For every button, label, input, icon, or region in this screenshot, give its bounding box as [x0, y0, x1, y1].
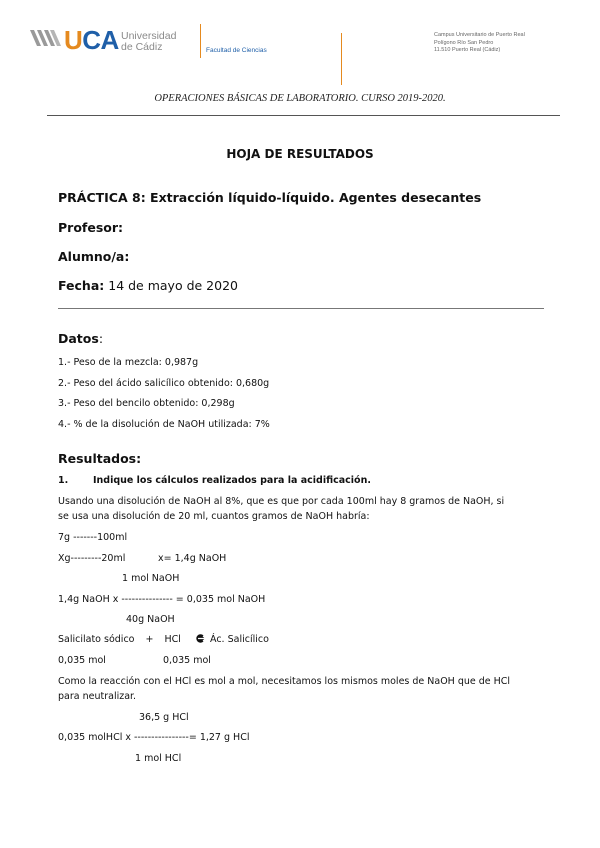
calc-line: 1 mol HCl [135, 753, 182, 764]
question-text: Indique los cálculos realizados para la acidificación. [93, 475, 371, 486]
fecha-label: Fecha: [58, 278, 105, 293]
resultados-heading: Resultados: [58, 451, 142, 466]
reactant: HCl [164, 634, 181, 645]
reactant: Salicilato sódico [58, 634, 135, 645]
fecha-line [58, 278, 238, 293]
datos-item: 2.- Peso del ácido salicílico obtenido: 0,680g [58, 378, 270, 389]
datos-item: 1.- Peso de la mezcla: 0,987g [58, 357, 199, 368]
calc-line: 40g NaOH [126, 614, 175, 625]
section-rule [58, 308, 544, 309]
calc-line: Xg---------20ml [58, 553, 126, 564]
header-divider [200, 24, 201, 58]
datos-item: 4.- % de la disolución de NaOH utilizada: 7% [58, 419, 270, 430]
calc-result: x= 1,4g NaOH [158, 553, 227, 564]
mol-value: 0,035 mol [163, 655, 211, 666]
paragraph-line: para neutralizar. [58, 691, 137, 702]
reaction-line [58, 634, 269, 645]
datos-item: 3.- Peso del bencilo obtenido: 0,298g [58, 398, 235, 409]
alumno-label: Alumno/a: [58, 249, 130, 264]
calc-line: 1 mol NaOH [122, 573, 180, 584]
plus-sign: + [145, 634, 154, 645]
header-divider [341, 33, 342, 85]
reaction-arrow-icon [196, 634, 207, 643]
page-title: HOJA DE RESULTADOS [226, 147, 374, 161]
paragraph-line: se usa una disolución de 20 ml, cuantos gramos de NaOH habría: [58, 511, 370, 522]
course-title: OPERACIONES BÁSICAS DE LABORATORIO. CURSO 2019-2020. [154, 93, 446, 104]
uca-logo-text: UCA [64, 25, 119, 55]
uca-logo-icon [28, 26, 64, 52]
profesor-label: Profesor: [58, 220, 124, 235]
university-name: Universidad de Cádiz [121, 30, 177, 53]
fecha-value: 14 de mayo de 2020 [104, 278, 238, 293]
calc-line: 36,5 g HCl [139, 712, 189, 723]
paragraph-line: Como la reacción con el HCl es mol a mol, necesitamos los mismos moles de NaOH que de HCl [58, 676, 511, 687]
product: Ác. Salicílico [210, 634, 269, 645]
paragraph-line: Usando una disolución de NaOH al 8%, que es que por cada 100ml hay 8 gramos de NaOH, si [58, 496, 505, 507]
practice-title: PRÁCTICA 8: Extracción líquido-líquido. Agentes desecantes [58, 190, 482, 205]
question-number: 1. [58, 475, 69, 486]
campus-address: Campus Universitario de Puerto Real Polígono Río San Pedro 11.510 Puerto Real (Cádiz) [434, 32, 525, 53]
mol-value: 0,035 mol [58, 655, 106, 666]
calc-line: 0,035 molHCl x ----------------= 1,27 g HCl [58, 732, 250, 743]
calc-line: 1,4g NaOH x --------------- = 0,035 mol NaOH [58, 594, 266, 605]
header-rule [47, 115, 560, 116]
calc-line: 7g -------100ml [58, 532, 128, 543]
faculty-name: Facultad de Ciencias [206, 47, 267, 54]
datos-heading: Datos: [58, 331, 104, 346]
